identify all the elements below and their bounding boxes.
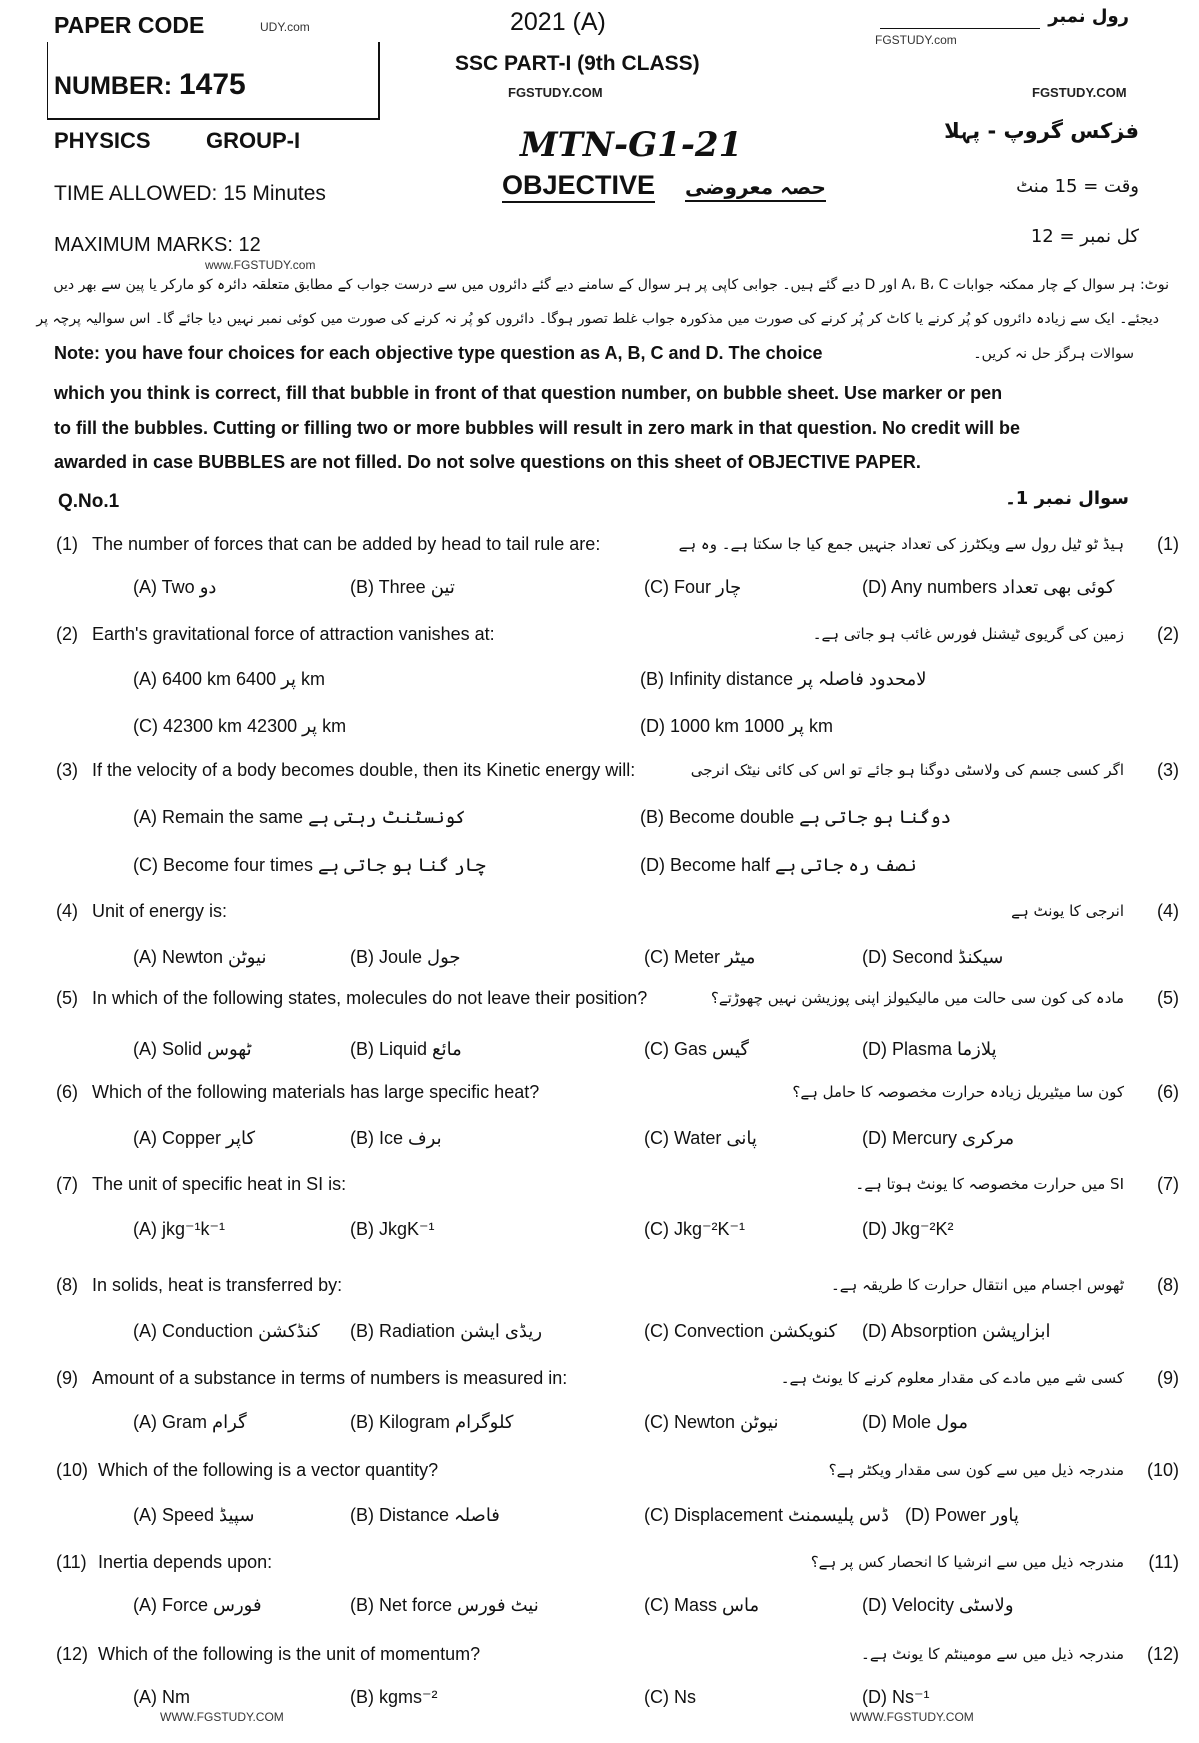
option-a: (A) Nm	[133, 1687, 190, 1707]
question-number-urdu-side: (3)	[1157, 760, 1179, 780]
option-b: (B) Radiation ریڈی ایشن	[350, 1321, 543, 1341]
instructions-english-1: Note: you have four choices for each objective type question as A, B, C and D. The choice	[54, 343, 823, 363]
option-c: (C) Meter میٹر	[644, 947, 756, 967]
question-text: Amount of a substance in terms of numbers is measured in:	[92, 1368, 568, 1388]
question-number-urdu-side: (5)	[1157, 988, 1179, 1008]
option-a: (A) jkg⁻¹k⁻¹	[133, 1219, 225, 1239]
question-text: Which of the following is the unit of momentum?	[98, 1644, 481, 1664]
subject-urdu: فزکس گروپ - پہلا	[944, 119, 1139, 143]
instructions-english-2: which you think is correct, fill that bubble in front of that question number, on bubble sheet. Use marker or pen	[54, 383, 1003, 403]
option-b: (B) Net force نیٹ فورس	[350, 1595, 539, 1615]
question-text-urdu: ہیڈ ٹو ٹیل رول سے ویکٹرز کی تعداد جنہیں جمع کیا جا سکتا ہے۔ وہ ہے	[678, 535, 1124, 553]
exam-year: 2021 (A)	[510, 8, 606, 36]
question-number-urdu-side: (2)	[1157, 624, 1179, 644]
option-c: (C) 42300 km پر 42300 km	[133, 716, 347, 736]
question-number-urdu-side: (11)	[1148, 1552, 1179, 1572]
watermark: FGSTUDY.COM	[1032, 85, 1127, 100]
question-number-urdu-side: (7)	[1157, 1174, 1179, 1194]
question-text-urdu: SI میں حرارت مخصوصہ کا یونٹ ہوتا ہے۔	[855, 1175, 1124, 1193]
option-c: (C) Four چار	[644, 577, 742, 597]
option-a: (A) Solid ٹھوس	[133, 1039, 252, 1059]
instructions-urdu-3: سوالات ہرگز حل نہ کریں۔	[973, 346, 1134, 362]
watermark: WWW.FGSTUDY.COM	[160, 1710, 284, 1724]
instructions-urdu-1: نوٹ: ہر سوال کے چار ممکنہ جوابات A، B، C اور D دیے گئے ہیں۔ جوابی کاپی پر ہر سوال کے سامنے دیے گئے دائروں میں سے درست جواب کے مطابق متعلقہ دائرہ کو مارکر یا پین سے بھر دیں	[53, 277, 1169, 293]
option-a: (A) Conduction کنڈکشن	[133, 1321, 320, 1341]
option-d: (D) Jkg⁻²K²	[862, 1219, 954, 1239]
question-number: (11)	[56, 1552, 87, 1572]
question-number: (1)	[56, 534, 78, 554]
option-a: (A) Two دو	[133, 577, 217, 597]
question-number: (9)	[56, 1368, 78, 1388]
option-d: (D) 1000 km پر 1000 km	[640, 716, 834, 736]
question-text-urdu: ٹھوس اجسام میں انتقال حرارت کا طریقہ ہے۔	[830, 1276, 1124, 1294]
option-d: (D) Mole مول	[862, 1412, 969, 1432]
option-c: (C) Newton نیوٹن	[644, 1412, 779, 1432]
question-text: The unit of specific heat in SI is:	[92, 1174, 347, 1194]
paper-number	[54, 68, 246, 102]
option-a: (A) Remain the same کونسٹنٹ رہتی ہے	[133, 807, 466, 827]
question-text: Inertia depends upon:	[98, 1552, 273, 1572]
option-b: (B) kgms⁻²	[350, 1687, 438, 1707]
paper-code-label: PAPER CODE	[54, 12, 205, 38]
objective-urdu: حصہ معروضی	[685, 174, 826, 202]
question-text: Which of the following is a vector quantity?	[98, 1460, 439, 1480]
question-number: (3)	[56, 760, 78, 780]
question-number-urdu-side: (6)	[1157, 1082, 1179, 1102]
question-text-urdu: مندرجہ ذیل میں سے انرشیا کا انحصار کس پر ہے؟	[810, 1553, 1124, 1571]
question-number: (10)	[56, 1460, 89, 1480]
question-number: (2)	[56, 624, 78, 644]
option-b: (B) Distance فاصلہ	[350, 1505, 500, 1525]
number-label: NUMBER:	[54, 72, 173, 100]
option-c: (C) Convection کنویکشن	[644, 1321, 838, 1341]
time-urdu: وقت = 15 منٹ	[1016, 176, 1139, 197]
roll-no-label: رول نمبر	[1048, 6, 1129, 27]
question-number: (12)	[56, 1644, 89, 1664]
time-allowed: TIME ALLOWED: 15 Minutes	[54, 182, 326, 205]
number-value: 1475	[179, 68, 246, 101]
section-label-urdu: سوال نمبر 1۔	[1005, 488, 1129, 509]
option-d: (D) Become half نصف رہ جاتی ہے	[640, 855, 917, 875]
max-marks: MAXIMUM MARKS: 12	[54, 234, 261, 256]
question-text-urdu: کسی شے میں مادے کی مقدار معلوم کرنے کا یونٹ ہے۔	[780, 1369, 1124, 1387]
instructions-urdu-2: دیجئے۔ ایک سے زیادہ دائروں کو پُر کرنے یا کاٹ کر پُر کرنے کی صورت میں مذکورہ جواب غلط تصور ہوگا۔ دائروں کو پُر نہ کرنے کی صورت میں کوئی نمبر نہیں دیا جائے گا۔ اس سوالیہ پرچہ پر	[36, 311, 1159, 327]
option-a: (A) Gram گرام	[133, 1412, 247, 1432]
option-c: (C) Displacement ڈس پلیسمنٹ	[644, 1505, 890, 1525]
roll-no-line	[880, 28, 1040, 29]
watermark: FGSTUDY.COM	[508, 85, 603, 100]
option-d: (D) Absorption ابزارپشن	[862, 1321, 1051, 1341]
option-a: (A) 6400 km پر 6400 km	[133, 669, 326, 689]
option-d: (D) Ns⁻¹	[862, 1687, 930, 1707]
question-text: Earth's gravitational force of attraction vanishes at:	[92, 624, 495, 644]
watermark: WWW.FGSTUDY.COM	[850, 1710, 974, 1724]
option-b: (B) Become double دوگنا ہو جاتی ہے	[640, 807, 952, 827]
question-number: (5)	[56, 988, 78, 1008]
question-number-urdu-side: (10)	[1146, 1460, 1179, 1480]
question-number: (8)	[56, 1275, 78, 1295]
question-number: (4)	[56, 901, 78, 921]
option-d: (D) Plasma پلازما	[862, 1039, 997, 1059]
option-c: (C) Become four times چار گنا ہو جاتی ہے	[133, 855, 486, 875]
option-b: (B) Joule جول	[350, 947, 461, 967]
watermark: FGSTUDY.com	[875, 33, 957, 47]
question-number: (7)	[56, 1174, 78, 1194]
option-d: (D) Mercury مرکری	[862, 1128, 1015, 1148]
question-text: The number of forces that can be added by head to tail rule are:	[92, 534, 601, 554]
question-text: In solids, heat is transferred by:	[92, 1275, 343, 1295]
option-b: (B) Three تین	[350, 577, 455, 597]
question-text-urdu: اگر کسی جسم کی ولاسٹی دوگنا ہو جائے تو اس کی کائی نیٹک انرجی	[690, 761, 1124, 779]
question-text-urdu: زمین کی گریوی ٹیشنل فورس غائب ہو جاتی ہے۔	[812, 625, 1124, 643]
option-b: (B) Kilogram کلوگرام	[350, 1412, 514, 1432]
question-number: (6)	[56, 1082, 78, 1102]
instructions-english-3: to fill the bubbles. Cutting or filling two or more bubbles will result in zero mark in that question. No credit will be	[54, 418, 1021, 438]
option-c: (C) Jkg⁻²K⁻¹	[644, 1219, 745, 1239]
question-text: Which of the following materials has large specific heat?	[92, 1082, 540, 1102]
watermark: UDY.com	[260, 20, 310, 34]
question-number-urdu-side: (9)	[1157, 1368, 1179, 1388]
question-text-urdu: مادہ کی کون سی حالت میں مالیکیولز اپنی پوزیشن نہیں چھوڑتے؟	[710, 989, 1124, 1007]
option-a: (A) Newton نیوٹن	[133, 947, 267, 967]
question-text-urdu: مندرجہ ذیل میں سے مومینٹم کا یونٹ ہے۔	[861, 1645, 1124, 1663]
option-d: (D) Power پاور	[905, 1505, 1019, 1525]
option-b: (B) JkgK⁻¹	[350, 1219, 435, 1239]
option-d: (D) Velocity ولاسٹی	[862, 1595, 1014, 1615]
question-number-urdu-side: (8)	[1157, 1275, 1179, 1295]
option-a: (A) Force فورس	[133, 1595, 262, 1615]
question-number-urdu-side: (4)	[1157, 901, 1179, 921]
option-b: (B) Infinity distance لامحدود فاصلہ پر	[640, 669, 927, 689]
subject: PHYSICS	[54, 128, 151, 153]
objective-label: OBJECTIVE	[502, 170, 655, 203]
question-text: In which of the following states, molecules do not leave their position?	[92, 988, 648, 1008]
option-b: (B) Ice برف	[350, 1128, 442, 1148]
question-text-urdu: کون سا میٹیریل زیادہ حرارت مخصوصہ کا حامل ہے؟	[792, 1083, 1124, 1101]
option-d: (D) Any numbers کوئی بھی تعداد	[862, 577, 1115, 597]
question-text: If the velocity of a body becomes double, then its Kinetic energy will:	[92, 760, 636, 780]
question-text-urdu: انرجی کا یونٹ ہے	[1011, 902, 1124, 920]
option-b: (B) Liquid مائع	[350, 1039, 462, 1059]
question-text: Unit of energy is:	[92, 901, 228, 921]
option-c: (C) Mass ماس	[644, 1595, 760, 1615]
option-a: (A) Speed سپیڈ	[133, 1505, 255, 1525]
option-c: (C) Water پانی	[644, 1128, 757, 1148]
marks-urdu: کل نمبر = 12	[1030, 226, 1139, 247]
option-d: (D) Second سیکنڈ	[862, 947, 1004, 967]
group: GROUP-I	[206, 128, 301, 153]
option-c: (C) Ns	[644, 1687, 696, 1707]
question-number-urdu-side: (1)	[1157, 534, 1179, 554]
handwritten-code: MTN-G1-21	[520, 125, 743, 165]
watermark: www.FGSTUDY.com	[205, 258, 316, 272]
question-number-urdu-side: (12)	[1146, 1644, 1179, 1664]
option-a: (A) Copper کاپر	[133, 1128, 256, 1148]
instructions-english-4: awarded in case BUBBLES are not filled. Do not solve questions on this sheet of OBJECTIVE PAPER.	[54, 452, 921, 472]
question-text-urdu: مندرجہ ذیل میں سے کون سی مقدار ویکٹر ہے؟	[828, 1461, 1124, 1479]
option-c: (C) Gas گیس	[644, 1039, 749, 1059]
class-title: SSC PART-I (9th CLASS)	[455, 52, 700, 75]
section-label: Q.No.1	[58, 491, 120, 512]
